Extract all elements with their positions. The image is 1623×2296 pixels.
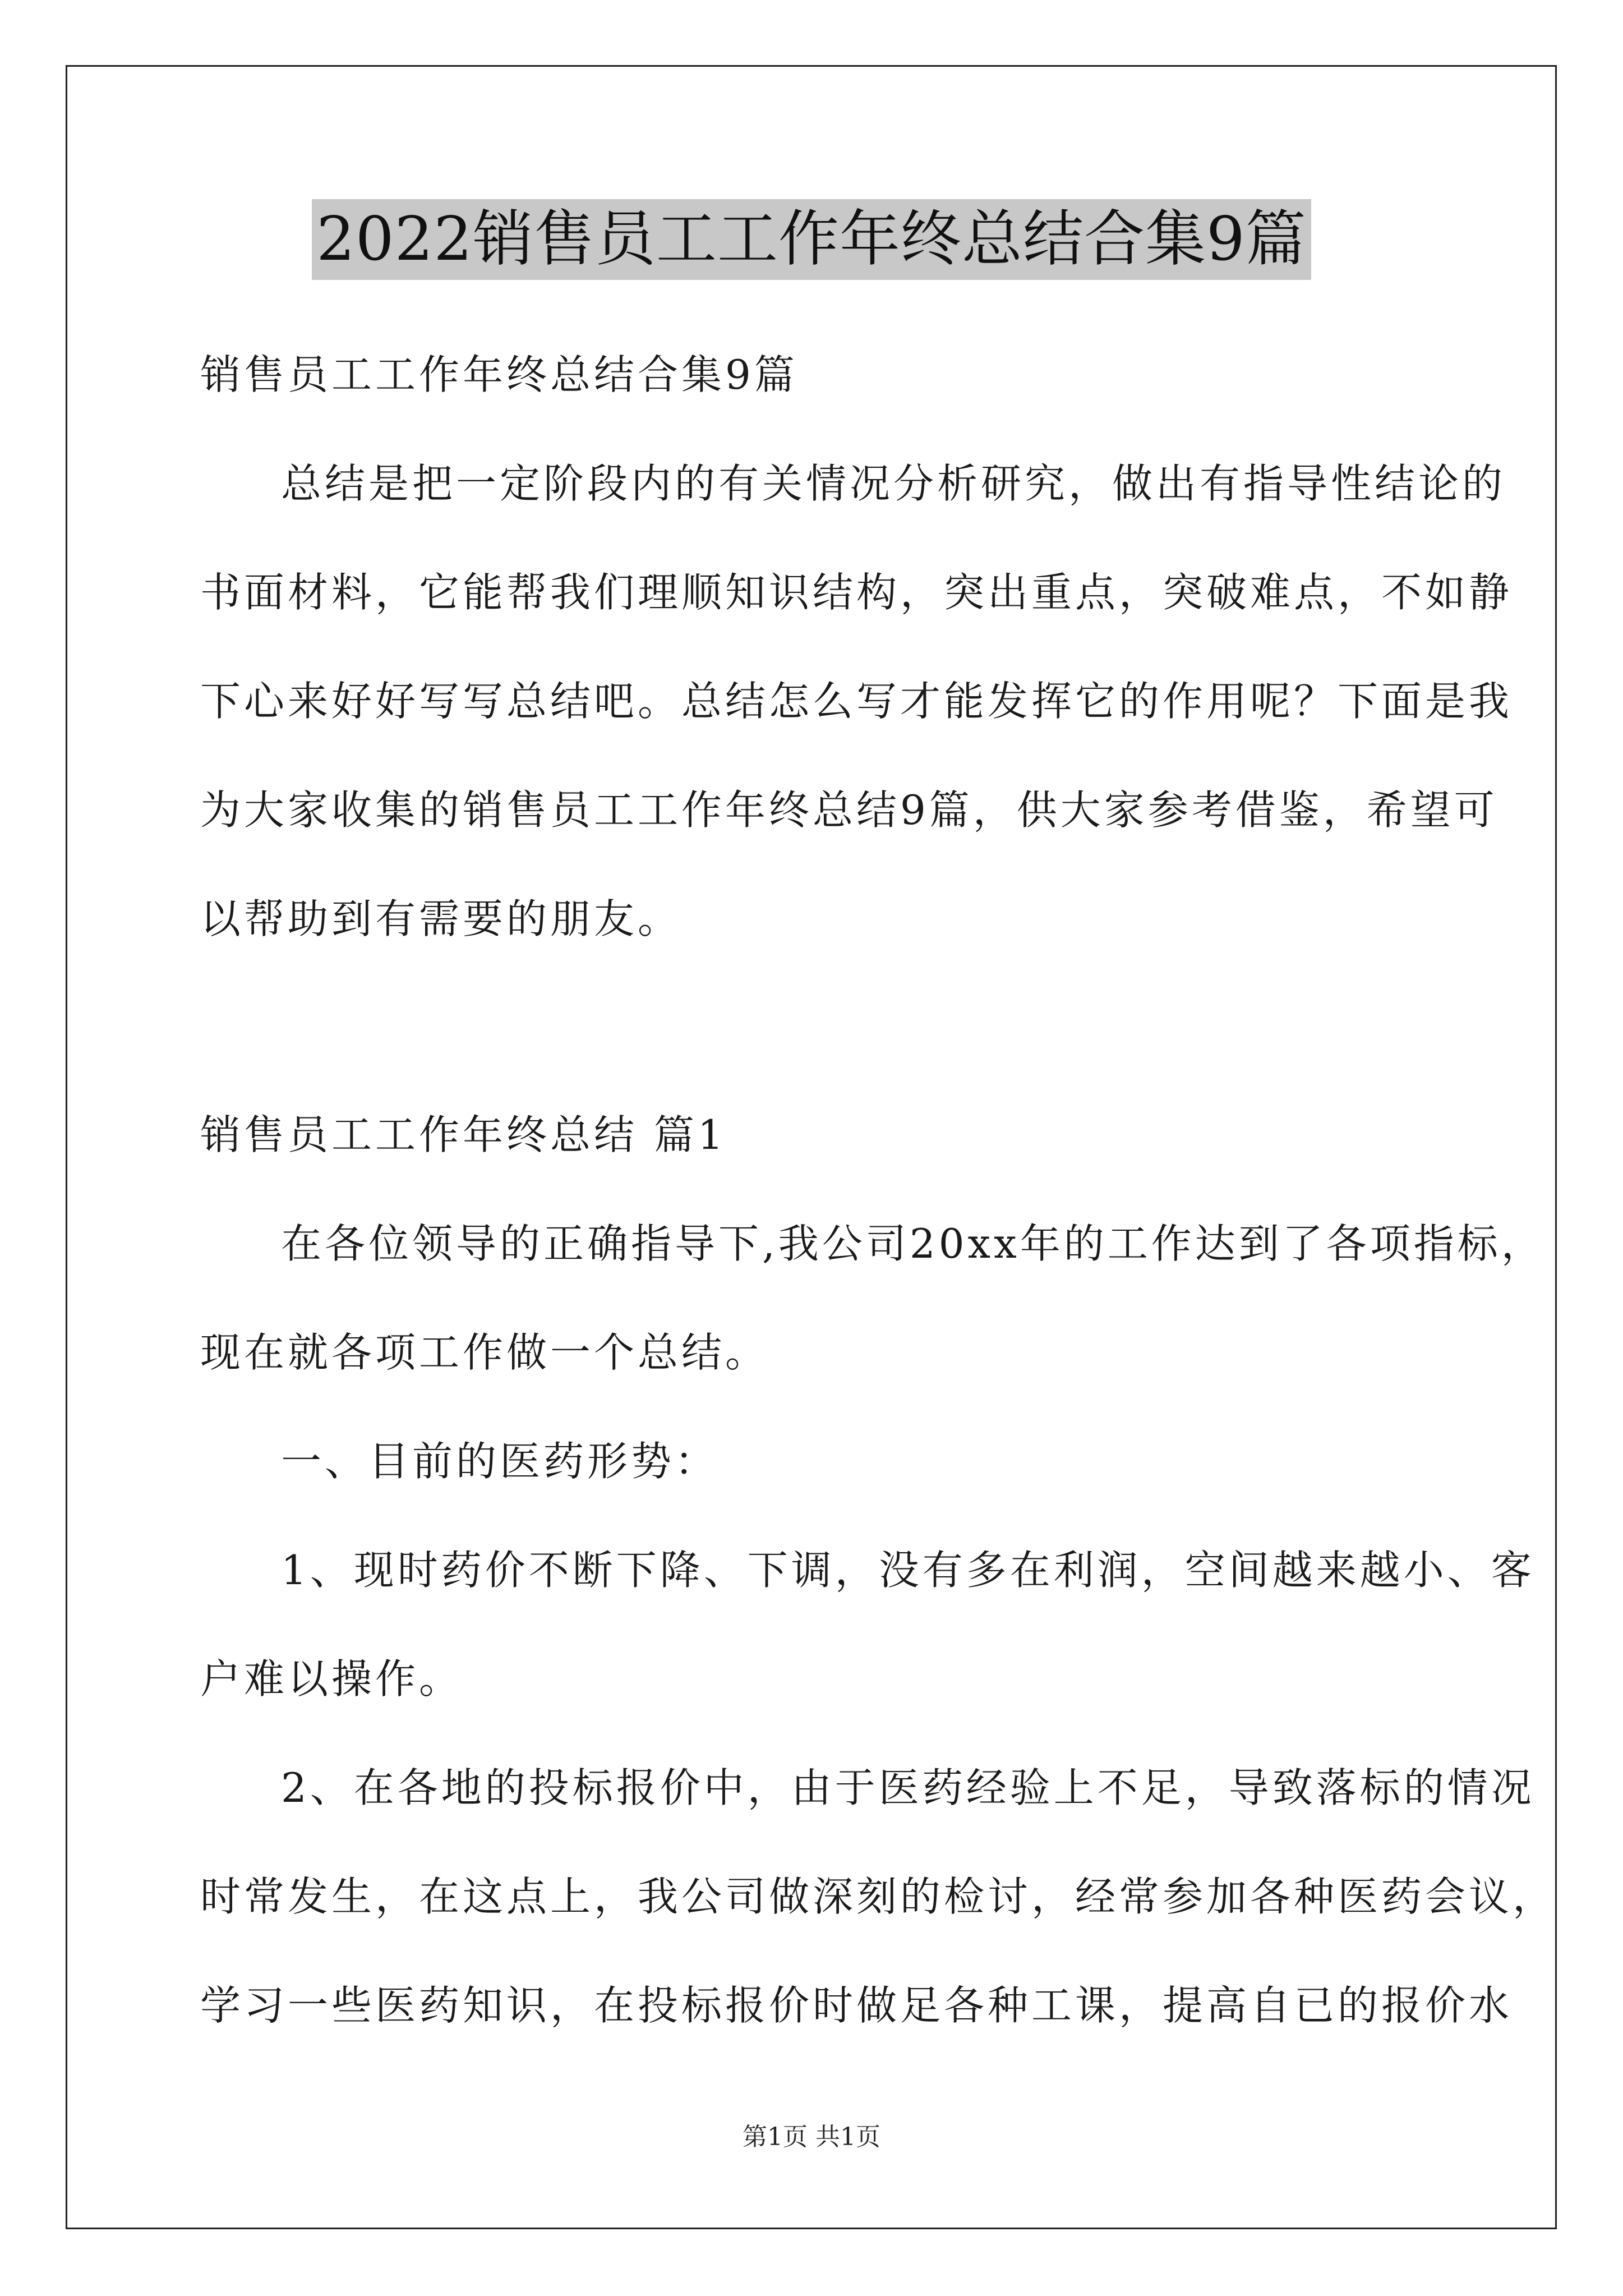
body-line: 学习一些医药知识，在投标报价时做足各种工课，提高自已的报价水 [200, 1982, 1513, 2029]
section-heading: 销售员工工作年终总结 篇1 [200, 1111, 727, 1158]
intro-line: 下心来好好写写总结吧。总结怎么写才能发挥它的作用呢？下面是我 [200, 678, 1513, 725]
intro-line: 为大家收集的销售员工工作年终总结9篇，供大家参考借鉴，希望可 [200, 786, 1498, 834]
body-line: 现在就各项工作做一个总结。 [200, 1329, 769, 1376]
body-line: 1、现时药价不断下降、下调，没有多在利润，空间越来越小、客 [281, 1547, 1535, 1594]
body-line: 一、目前的医药形势： [281, 1438, 719, 1485]
body-line: 2、在各地的投标报价中，由于医药经验上不足，导致落标的情况 [281, 1764, 1535, 1811]
intro-line: 以帮助到有需要的朋友。 [200, 895, 682, 942]
body-line: 户难以操作。 [200, 1655, 463, 1703]
body-line: 在各位领导的正确指导下,我公司20xx年的工作达到了各项指标， [281, 1220, 1545, 1267]
intro-line: 总结是把一定阶段内的有关情况分析研究，做出有指导性结论的 [281, 460, 1506, 507]
body-line: 时常发生，在这点上，我公司做深刻的检讨，经常参加各种医药会议， [200, 1873, 1557, 1920]
intro-line: 书面材料，它能帮我们理顺知识结构，突出重点，突破难点，不如静 [200, 569, 1513, 616]
page-footer: 第1页 共1页 [743, 2123, 880, 2151]
document-title: 2022销售员工工作年终总结合集9篇 [312, 199, 1311, 280]
title-container [0, 199, 1623, 280]
document-subtitle: 销售员工工作年终总结合集9篇 [200, 351, 798, 398]
